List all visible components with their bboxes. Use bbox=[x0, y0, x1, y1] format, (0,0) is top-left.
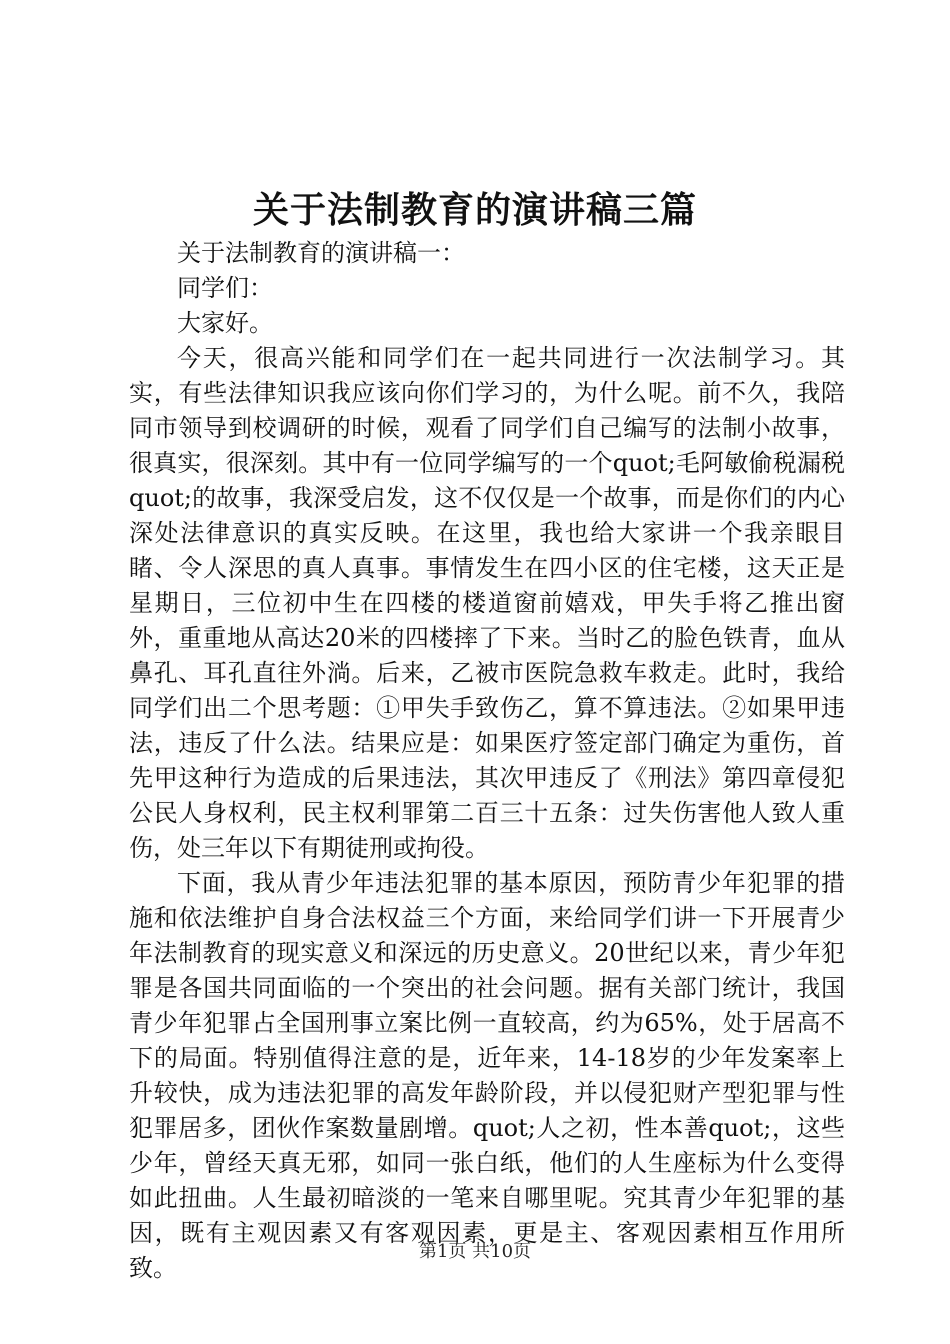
paragraph-salutation: 同学们： bbox=[177, 274, 273, 302]
paragraph-heading: 关于法制教育的演讲稿一： bbox=[177, 239, 465, 267]
paragraph-body-1: 今天，很高兴能和同学们在一起共同进行一次法制学习。其实，有些法律知识我应该向你们学习的，为什么呢。前不久，我陪同市领导到校调研的时候，观看了同学们自己编写的法制小故事，很真实，很深刻。其中有一位同学编写的一个quot;毛阿敏偷税漏税quot;的故事，我深受启发，这不仅仅是一个故事，而是你们的内心深处法律意识的真实反映。在这里，我也给大家讲一个我亲眼目睹、令人深思的真人真事。事情发生在四小区的住宅楼，这天正是星期日，三位初中生在四楼的楼道窗前嬉戏，甲失手将乙推出窗外，重重地从高达20米的四楼摔了下来。当时乙的脸色铁青，血从鼻孔、耳孔直往外淌。后来，乙被市医院急救车救走。此时，我给同学们出二个思考题：①甲失手致伤乙，算不算违法。②如果甲违法，违反了什么法。结果应是：如果医疗签定部门确定为重伤，首先甲这种行为造成的后果违法，其次甲违反了《刑法》第四章侵犯公民人身权利，民主权利罪第二百三十五条：过失伤害他人致人重伤，处三年以下有期徒刑或拘役。 bbox=[129, 344, 845, 862]
paragraph-body-2: 下面，我从青少年违法犯罪的基本原因，预防青少年犯罪的措施和依法维护自身合法权益三个方面，来给同学们讲一下开展青少年法制教育的现实意义和深远的历史意义。20世纪以来，青少年犯罪是各国共同面临的一个突出的社会问题。据有关部门统计，我国青少年犯罪占全国刑事立案比例一直较高，约为65%，处于居高不下的局面。特别值得注意的是，近年来，14-18岁的少年发案率上升较快，成为违法犯罪的高发年龄阶段，并以侵犯财产型犯罪与性犯罪居多，团伙作案数量剧增。quot;人之初，性本善quot;，这些少年，曾经天真无邪，如同一张白纸，他们的人生座标为什么变得如此扭曲。人生最初暗淡的一笔来自哪里呢。究其青少年犯罪的基因，既有主观因素又有客观因素，更是主、客观因素相互作用所致。 bbox=[129, 869, 845, 1282]
paragraph-greeting: 大家好。 bbox=[177, 309, 273, 337]
document-title: 关于法制教育的演讲稿三篇 bbox=[252, 189, 697, 231]
document-body bbox=[129, 236, 845, 1286]
page-footer: 第1页 共10页 bbox=[418, 1241, 532, 1262]
